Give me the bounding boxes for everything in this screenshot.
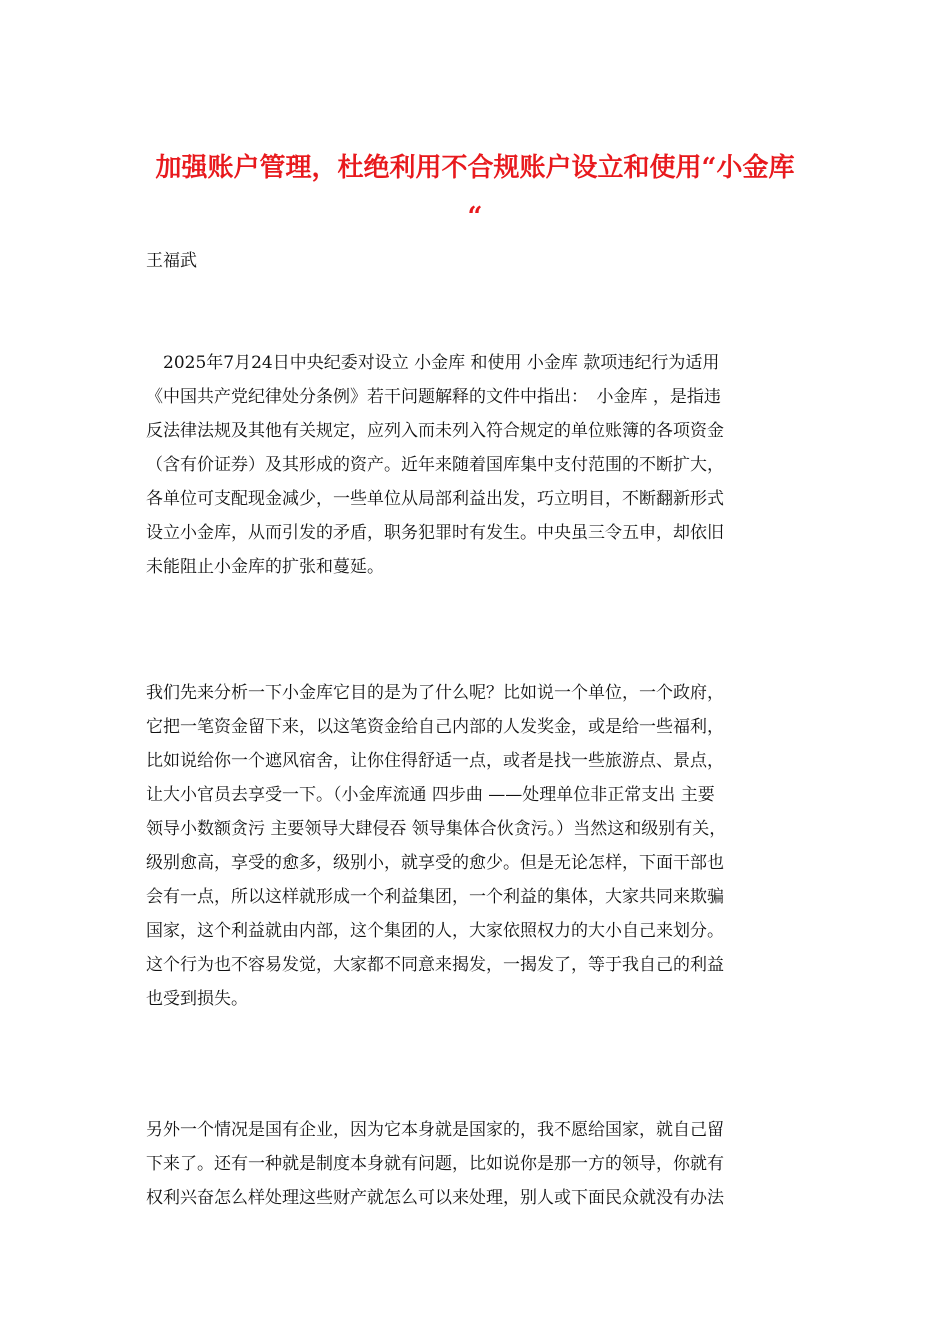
paragraph-line: 领导小数额贪污 主要领导大肆侵吞 领导集体合伙贪污。）当然这和级别有关，	[146, 819, 727, 839]
paragraph-line: 国家，这个利益就由内部，这个集团的人，大家依照权力的大小自己来划分。	[146, 921, 724, 941]
paragraph-line: 让大小官员去享受一下。（小金库流通 四步曲 ——处理单位非正常支出 主要	[146, 785, 715, 805]
paragraph-2	[146, 676, 806, 1016]
paragraph-line: 会有一点，所以这样就形成一个利益集团，一个利益的集体，大家共同来欺骗	[146, 887, 724, 907]
paragraph-3	[146, 1113, 806, 1215]
paragraph-line: 反法律法规及其他有关规定，应列入而未列入符合规定的单位账簿的各项资金	[146, 421, 724, 441]
paragraph-line: 下来了。还有一种就是制度本身就有问题，比如说你是那一方的领导，你就有	[146, 1154, 724, 1174]
paragraph-line: 比如说给你一个遮风宿舍，让你住得舒适一点，或者是找一些旅游点、景点，	[146, 751, 724, 771]
document-title: 加强账户管理，杜绝利用不合规账户设立和使用“小金库	[155, 153, 795, 183]
paragraph-line: 另外一个情况是国有企业，因为它本身就是国家的，我不愿给国家，就自己留	[146, 1120, 724, 1140]
paragraph-line: 也受到损失。	[146, 989, 248, 1009]
paragraph-line: 我们先来分析一下小金库它目的是为了什么呢？比如说一个单位，一个政府，	[146, 683, 724, 703]
paragraph-line: 设立小金库，从而引发的矛盾，职务犯罪时有发生。中央虽三令五申，却依旧	[146, 523, 724, 543]
paragraph-line: 各单位可支配现金减少，一些单位从局部利益出发，巧立明目，不断翻新形式	[146, 489, 724, 509]
paragraph-1	[146, 346, 806, 584]
author-name: 王福武	[146, 251, 197, 271]
paragraph-line: 《中国共产党纪律处分条例》若干问题解释的文件中指出： 小金库 ，是指违	[146, 387, 721, 407]
paragraph-line: 未能阻止小金库的扩张和蔓延。	[146, 557, 384, 577]
paragraph-line: 2025年7月24日中央纪委对设立 小金库 和使用 小金库 款项违纪行为适用	[146, 353, 720, 373]
document-title-continuation: “	[467, 202, 483, 232]
paragraph-line: 级别愈高，享受的愈多，级别小，就享受的愈少。但是无论怎样，下面干部也	[146, 853, 724, 873]
paragraph-line: 这个行为也不容易发觉，大家都不同意来揭发，一揭发了，等于我自己的利益	[146, 955, 724, 975]
paragraph-line: 它把一笔资金留下来，以这笔资金给自己内部的人发奖金，或是给一些福利，	[146, 717, 724, 737]
paragraph-line: 权利兴奋怎么样处理这些财产就怎么可以来处理，别人或下面民众就没有办法	[146, 1188, 724, 1208]
paragraph-line: （含有价证券）及其形成的资产。近年来随着国库集中支付范围的不断扩大，	[146, 455, 724, 475]
